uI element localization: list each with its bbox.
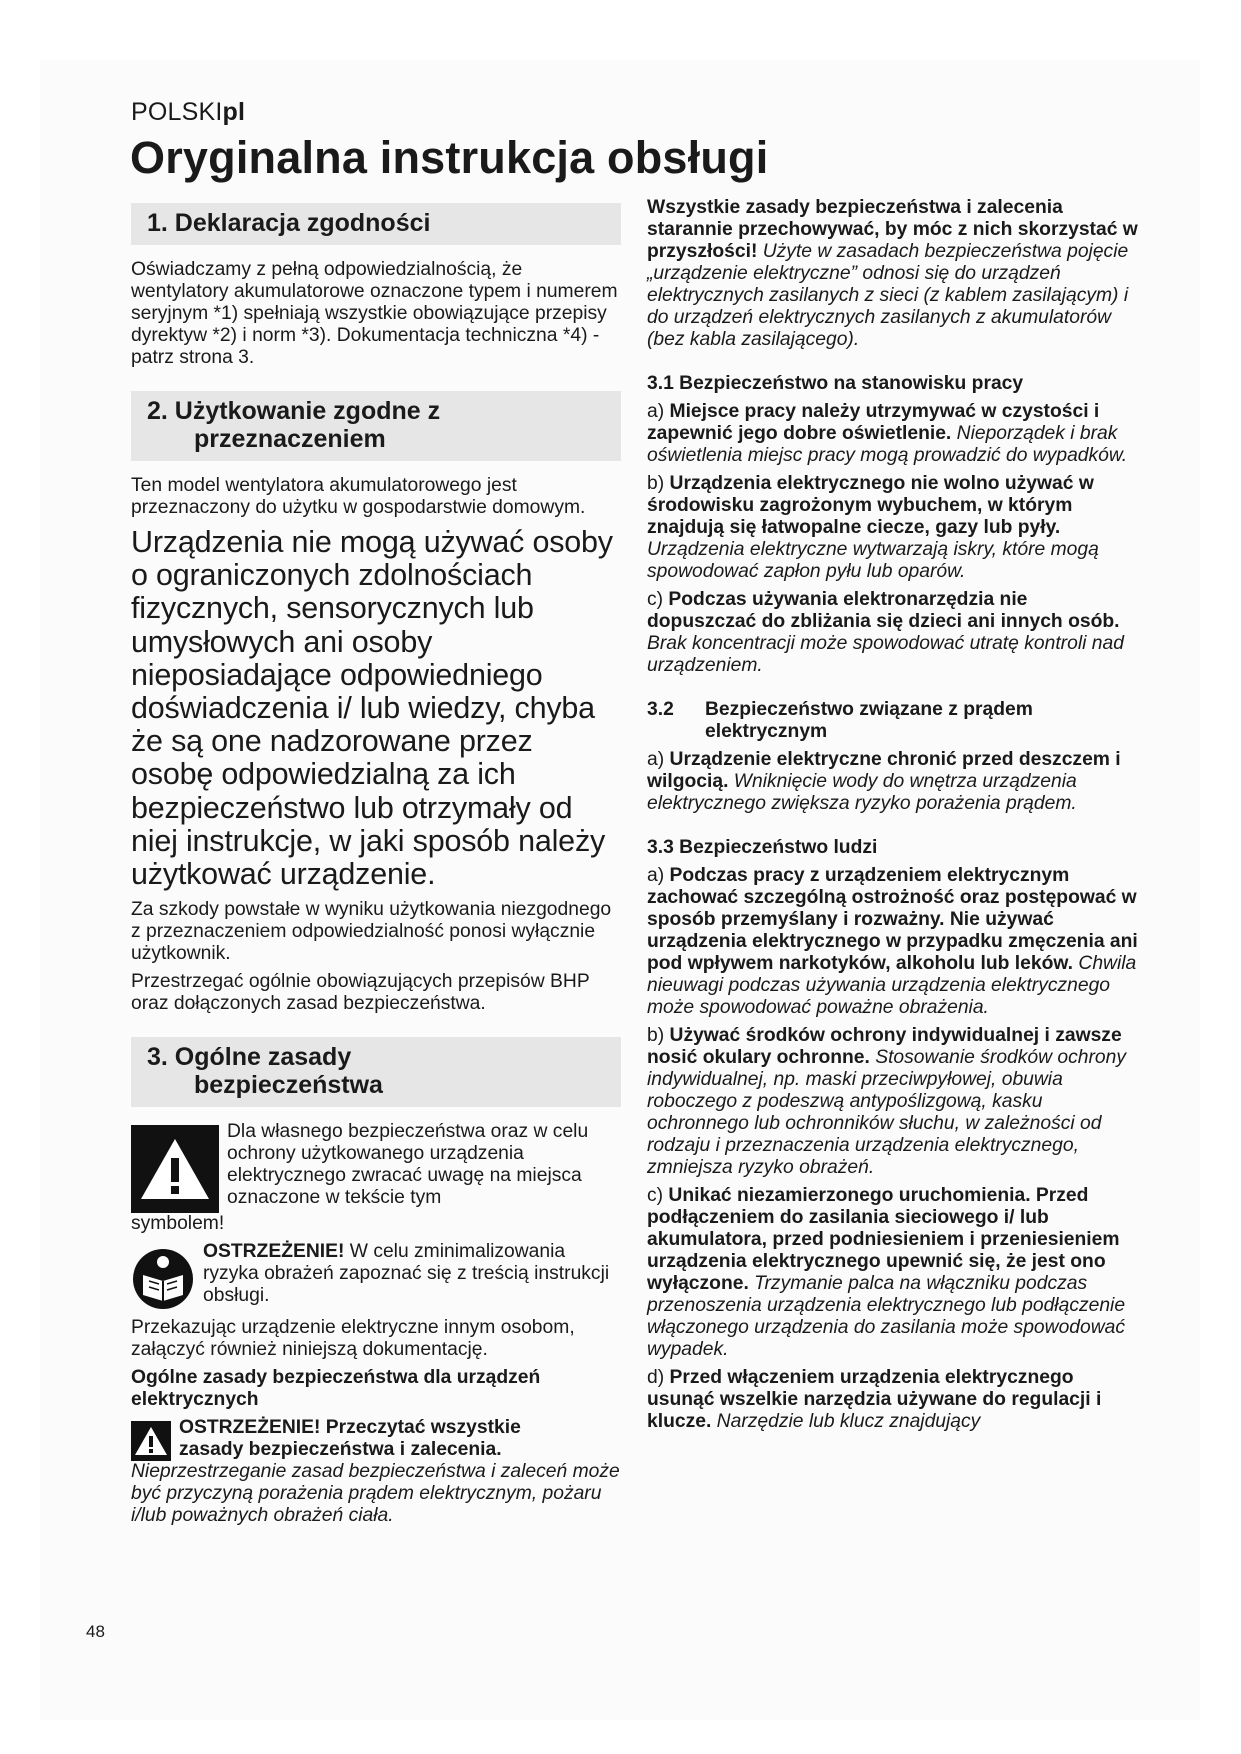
rule-3-3-c: c) Unikać niezamierzonego uruchomienia. Przed podłączeniem do zasilania sieciowego i/ lub akumulatora, przed podniesieniem i przeniesieniem urządzenia elektrycznego upewnić się, że jest ono wyłączone. Trzymanie palca na włączniku podczas przenoszenia urządzenia elektrycznego lub podłączenie włączonego urządzenia do zasilania może spowodować wypadek. xyxy=(647,1185,1126,1360)
manual-warning: OSTRZEŻENIE! W celu zminimalizowania ryzyka obrażeń zapoznać się z treścią instrukcji obsługi. xyxy=(131,1241,621,1311)
section-3-3-heading: 3.3 Bezpieczeństwo ludzi xyxy=(647,837,878,858)
warning-triangle-small-icon xyxy=(131,1421,171,1461)
liability-text: Za szkody powstałe w wyniku użytkowania niezgodnego z przeznaczeniem odpowiedzialność ponosi wyłącznie użytkownik. xyxy=(131,899,612,965)
language-label: POLSKIpl xyxy=(131,98,246,126)
pass-on-text: Przekazując urządzenie elektryczne innym osobom, załączyć również niniejszą dokumentację. xyxy=(131,1317,575,1361)
keep-instructions-text: Wszystkie zasady bezpieczeństwa i zalecenia starannie przechowywać, by móc z nich skorzystać w przyszłości! Użyte w zasadach bezpieczeństwa pojęcie „urządzenie elektryczne” odnosi się do urządzeń elektrycznych zasilanych z sieci (z kablem zasilającym) i do urządzeń elektrycznych zasilanych z akumulatorów (bez kabla zasilającego). xyxy=(647,197,1138,350)
document-title: Oryginalna instrukcja obsługi xyxy=(130,132,769,183)
intended-use-text: Ten model wentylatora akumulatorowego jest przeznaczony do użytku w gospodarstwie domowym. xyxy=(131,475,586,518)
general-rules-heading: Ogólne zasady bezpieczeństwa dla urządzeń elektrycznych xyxy=(131,1367,541,1411)
rule-3-3-d: d) Przed włączeniem urządzenia elektrycznego usunąć wszelkie narzędzia używane do regulacji i klucze. Narzędzie lub klucz znajdujący xyxy=(647,1367,1102,1432)
right-column xyxy=(647,197,1142,1433)
rule-3-3-a: a) Podczas pracy z urządzeniem elektrycznym zachować szczególną ostrożność oraz postępować w sposób przemyślany i rozważny. Nie używać urządzenia elektrycznego w przypadku zmęczenia ani pod wpływem narkotyków, alkoholu lub leków. Chwila nieuwagi podczas używania urządzenia elektrycznego może spowodować poważne obrażenia. xyxy=(647,865,1138,1018)
section-2-heading: 2. Użytkowanie zgodne z przeznaczeniem xyxy=(131,391,621,461)
declaration-text: Oświadczamy z pełną odpowiedzialnością, że wentylatory akumulatorowe oznaczone typem i numerem seryjnym *1) spełniają wszystkie obowiązujące przepisy dyrektyw *2) i norm *3). Dokumentacja techniczna *4) - patrz strona 3. xyxy=(131,259,618,368)
read-all-consequence: Nieprzestrzeganie zasad bezpieczeństwa i zaleceń może być przyczyną porażenia prądem elektrycznym, pożaru i/lub poważnych obrażeń ciała. xyxy=(131,1461,620,1527)
left-column xyxy=(131,203,621,1527)
rule-3-3-b: b) Używać środków ochrony indywidualnej i zawsze nosić okulary ochronne. Stosowanie środków ochrony indywidualnej, np. maski przeciwpyłowej, obuwia roboczego z podeszwą antypoślizgową, kasku ochronnego lub ochronników słuchu, w zależności od rodzaju i przeznaczenia urządzenia elektrycznego, zmniejsza ryzyko obrażeń. xyxy=(647,1025,1127,1178)
warning-triangle-icon xyxy=(131,1125,219,1213)
rule-3-1-b: b) Urządzenia elektrycznego nie wolno używać w środowisku zagrożonym wybuchem, w którym znajdują się łatwopalne ciecze, gazy lub pyły. Urządzenia elektryczne wytwarzają iskry, które mogą spowodować zapłon pyłu lub oparów. xyxy=(647,473,1099,582)
read-manual-icon xyxy=(131,1247,195,1311)
page-number: 48 xyxy=(86,1622,105,1641)
section-3-heading: 3. Ogólne zasady bezpieczeństwa xyxy=(131,1037,621,1107)
restriction-notice: Urządzenia nie mogą używać osoby o ograniczonych zdolnościach fizycznych, sensorycznych lub umysłowych ani osoby nieposiadające odpowiedniego doświadczenia i/ lub wiedzy, chyba że są one nadzorowane przez osobę odpowiedzialną za ich bezpieczeństwo lub otrzymały od niej instrukcje, w jaki sposób należy użytkować urządzenie. xyxy=(131,525,613,892)
rule-3-1-c: c) Podczas używania elektronarzędzia nie dopuszczać do zbliżania się dzieci ani innych osób. Brak koncentracji może spowodować utratę kontroli nad urządzeniem. xyxy=(647,589,1124,676)
warning-symbol-note: Dla własnego bezpieczeństwa oraz w celu ochrony użytkowanego urządzenia elektrycznego zwracać uwagę na miejsca oznaczone w tekście tym xyxy=(131,1121,621,1213)
read-all-warning: OSTRZEŻENIE! Przeczytać wszystkie zasady bezpieczeństwa i zalecenia. xyxy=(131,1417,621,1461)
section-3-2-heading: 3.2 Bezpieczeństwo związane z prądem elektrycznym xyxy=(647,699,1033,742)
bhp-text: Przestrzegać ogólnie obowiązujących przepisów BHP oraz dołączonych zasad bezpieczeństwa. xyxy=(131,971,590,1015)
rule-3-1-a: a) Miejsce pracy należy utrzymywać w czystości i zapewnić jego dobre oświetlenie. Nieporządek i brak oświetlenia miejsc pracy mogą prowadzić do wypadków. xyxy=(647,401,1128,466)
warning-symbol-tail: symbolem! xyxy=(131,1213,225,1235)
section-1-heading: 1. Deklaracja zgodności xyxy=(131,203,621,245)
rule-3-2-a: a) Urządzenie elektryczne chronić przed deszczem i wilgocią. Wniknięcie wody do wnętrza urządzenia elektrycznego zwiększa ryzyko porażenia prądem. xyxy=(647,749,1121,814)
section-3-1-heading: 3.1 Bezpieczeństwo na stanowisku pracy xyxy=(647,373,1024,394)
